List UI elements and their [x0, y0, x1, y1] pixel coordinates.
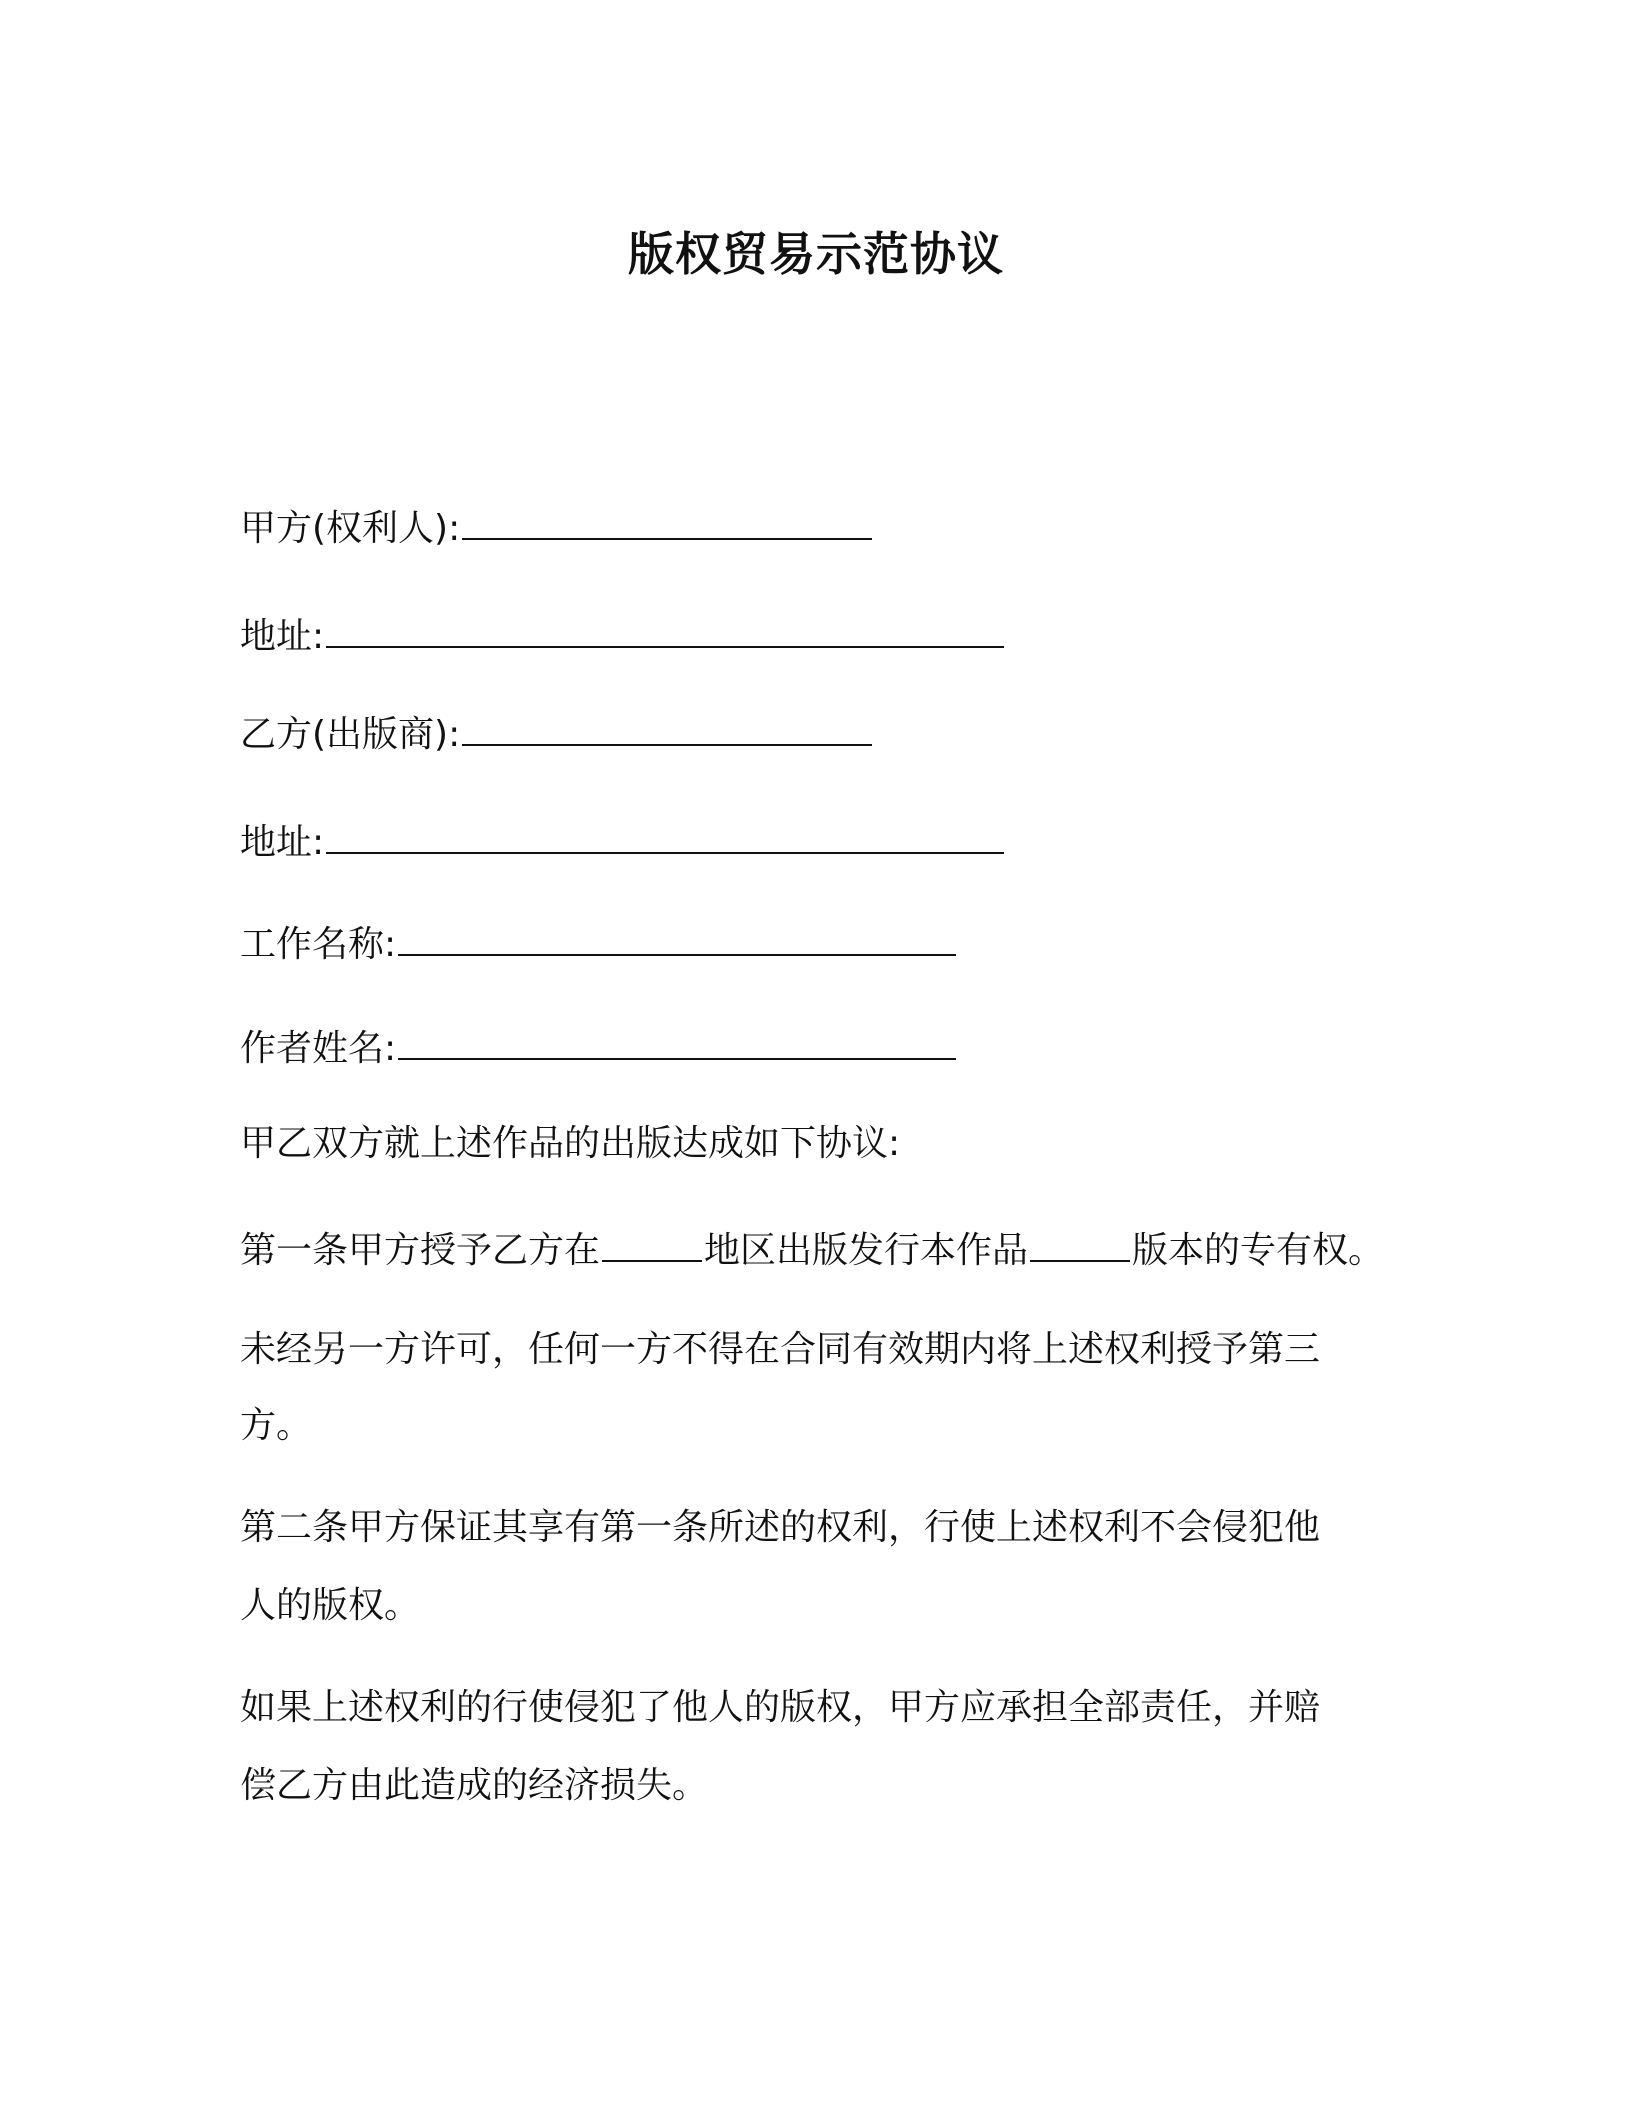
article-2-line-2: 人的版权。	[240, 1585, 421, 1626]
edition-blank[interactable]	[1030, 1226, 1130, 1262]
address-b-field	[240, 818, 1004, 865]
article-1-part-3: 版本的专有权。	[1132, 1230, 1385, 1271]
article-1-part-2: 地区出版发行本作品	[704, 1230, 1029, 1271]
work-title-label: 工作名称:	[240, 924, 397, 965]
party-a-blank[interactable]	[462, 504, 872, 540]
party-a-label: 甲方(权利人):	[240, 508, 461, 549]
address-b-label: 地址:	[240, 822, 325, 863]
address-a-label: 地址:	[240, 616, 325, 657]
para-2-line-1: 未经另一方许可，任何一方不得在合同有效期内将上述权利授予第三	[240, 1329, 1321, 1370]
para-4-line-2: 偿乙方由此造成的经济损失。	[240, 1765, 709, 1806]
author-label: 作者姓名:	[240, 1028, 397, 1069]
article-1-part-1: 第一条甲方授予乙方在	[240, 1230, 601, 1271]
party-b-field	[240, 710, 872, 757]
author-blank[interactable]	[398, 1024, 956, 1060]
party-b-label: 乙方(出版商):	[240, 714, 461, 755]
para-2-line-2: 方。	[240, 1405, 313, 1446]
region-blank[interactable]	[602, 1226, 702, 1262]
address-b-blank[interactable]	[326, 818, 1004, 854]
document-title: 版权贸易示范协议	[628, 227, 1004, 281]
address-a-blank[interactable]	[326, 612, 1004, 648]
party-b-blank[interactable]	[462, 710, 872, 746]
party-a-field	[240, 504, 872, 551]
article-2-line-1: 第二条甲方保证其享有第一条所述的权利，行使上述权利不会侵犯他	[240, 1507, 1321, 1548]
work-title-blank[interactable]	[398, 920, 956, 956]
address-a-field	[240, 612, 1004, 659]
author-field	[240, 1024, 956, 1071]
intro-paragraph: 甲乙双方就上述作品的出版达成如下协议:	[240, 1123, 901, 1164]
para-4-line-1: 如果上述权利的行使侵犯了他人的版权，甲方应承担全部责任，并赔	[240, 1687, 1321, 1728]
work-title-field	[240, 920, 956, 967]
article-1	[240, 1226, 1384, 1273]
